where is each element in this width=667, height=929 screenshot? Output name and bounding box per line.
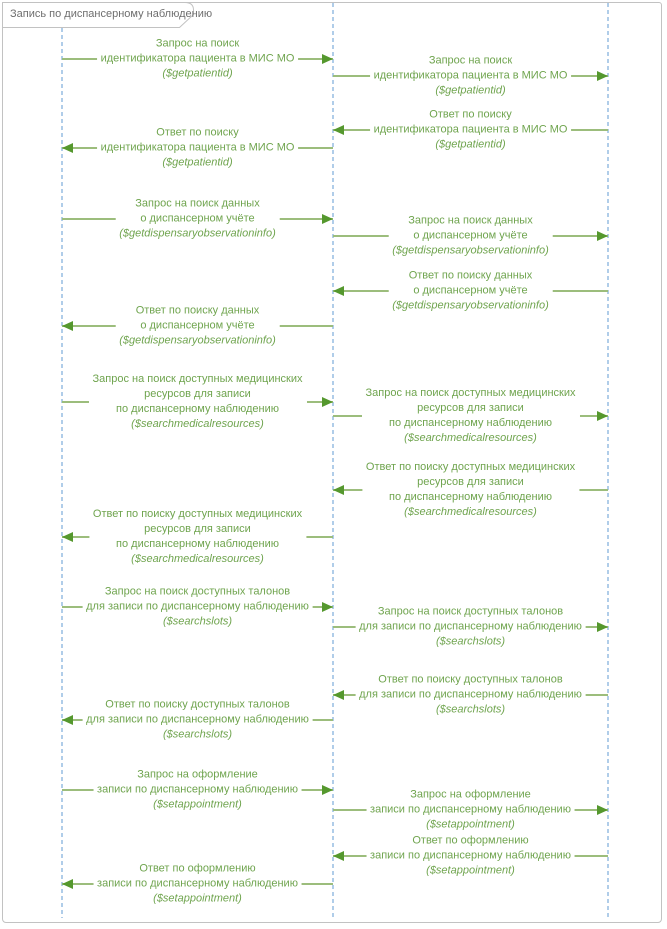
- arrowhead-icon: [333, 851, 344, 861]
- message-text-line: Ответ по поиску доступных талонов: [105, 698, 290, 711]
- sequence-message: [333, 605, 608, 650]
- message-text-line: Запрос на поиск доступных медицинских: [92, 373, 303, 385]
- arrowhead-icon: [322, 602, 333, 612]
- message-text-line: о диспансерном учёте: [140, 212, 255, 225]
- message-text-line: Ответ по поиску: [156, 126, 239, 139]
- arrowhead-icon: [333, 690, 344, 700]
- sequence-message: [62, 585, 333, 630]
- message-label: [355, 673, 586, 718]
- arrowhead-icon: [322, 214, 333, 224]
- message-command: ($getdispensaryobservationinfo): [392, 244, 549, 257]
- message-text-line: Ответ по поиску: [429, 108, 512, 121]
- arrowhead-icon: [322, 397, 333, 407]
- message-command: ($getpatientid): [162, 156, 233, 169]
- message-label: [388, 269, 553, 314]
- message-text-line: Ответ по поиску доступных медицинских: [365, 461, 576, 473]
- message-text-line: о диспансерном учёте: [413, 229, 528, 242]
- sequence-message: [62, 768, 333, 813]
- message-text-line: для записи по диспансерному наблюдению: [359, 688, 582, 701]
- message-label: [361, 386, 579, 446]
- message-command: ($setappointment): [153, 892, 242, 905]
- message-command: ($searchslots): [162, 728, 233, 741]
- message-command: ($searchmedicalresources): [404, 506, 537, 518]
- sequence-message: [62, 372, 333, 432]
- message-label: [115, 304, 280, 349]
- arrowhead-icon: [322, 785, 333, 795]
- message-text-line: идентификатора пациента в МИС МО: [100, 141, 295, 154]
- message-text-line: Запрос на поиск данных: [408, 214, 533, 227]
- message-text-line: по диспансерному наблюдению: [389, 417, 552, 429]
- sequence-message: [333, 834, 608, 879]
- message-label: [362, 460, 579, 520]
- message-text-line: Ответ по оформлению: [412, 834, 529, 847]
- sequence-message: [62, 862, 333, 907]
- message-command: ($searchslots): [435, 635, 506, 648]
- message-text-line: ресурсов для записи: [417, 402, 524, 414]
- message-text-line: Ответ по поиску доступных медицинских: [92, 508, 303, 520]
- message-label: [97, 37, 299, 82]
- message-command: ($getpatientid): [435, 84, 506, 97]
- arrowhead-icon: [62, 879, 73, 889]
- message-text-line: для записи по диспансерному наблюдению: [86, 713, 309, 726]
- frame-title-tab: [2, 2, 213, 28]
- message-text-line: ресурсов для записи: [417, 476, 524, 488]
- message-label: [88, 372, 306, 432]
- message-label: [115, 197, 280, 242]
- message-text-line: записи по диспансерному наблюдению: [97, 783, 298, 796]
- sequence-message: [62, 698, 333, 743]
- sequence-message: [333, 269, 608, 314]
- message-text-line: Запрос на поиск: [155, 37, 240, 50]
- message-label: [366, 834, 575, 879]
- message-text-line: записи по диспансерному наблюдению: [370, 803, 571, 816]
- message-text-line: записи по диспансерному наблюдению: [370, 849, 571, 862]
- frame-title: Запись по диспансерному наблюдению: [10, 8, 213, 20]
- message-label: [355, 605, 586, 650]
- message-command: ($searchslots): [162, 615, 233, 628]
- arrowhead-icon: [597, 622, 608, 632]
- message-text-line: Запрос на поиск доступных медицинских: [365, 387, 576, 399]
- message-label: [388, 214, 553, 259]
- message-command: ($getpatientid): [435, 138, 506, 151]
- sequence-message: [62, 197, 333, 242]
- message-text-line: Запрос на поиск доступных талонов: [104, 585, 291, 598]
- sequence-message: [62, 37, 333, 82]
- message-text-line: Ответ по поиску данных: [135, 304, 260, 317]
- message-command: ($setappointment): [153, 798, 242, 811]
- arrowhead-icon: [597, 411, 608, 421]
- sequence-message: [62, 507, 333, 567]
- message-label: [89, 507, 306, 567]
- message-command: ($getdispensaryobservationinfo): [119, 227, 276, 240]
- message-text-line: о диспансерном учёте: [140, 319, 255, 332]
- message-text-line: идентификатора пациента в МИС МО: [373, 123, 568, 136]
- message-command: ($searchmedicalresources): [404, 432, 537, 444]
- sequence-message: [333, 460, 608, 520]
- arrowhead-icon: [62, 715, 73, 725]
- message-text-line: по диспансерному наблюдению: [389, 491, 552, 503]
- arrowhead-icon: [597, 231, 608, 241]
- sequence-message: [333, 108, 608, 153]
- message-text-line: Запрос на оформление: [410, 788, 531, 801]
- message-text-line: Запрос на оформление: [137, 768, 258, 781]
- arrowhead-icon: [333, 125, 344, 135]
- message-label: [370, 54, 572, 99]
- sequence-message: [333, 386, 608, 446]
- message-text-line: идентификатора пациента в МИС МО: [100, 52, 295, 65]
- sequence-message: [333, 673, 608, 718]
- arrowhead-icon: [333, 485, 344, 495]
- message-text-line: Ответ по поиску доступных талонов: [378, 673, 563, 686]
- message-label: [93, 862, 302, 907]
- message-label: [82, 585, 313, 630]
- message-command: ($getdispensaryobservationinfo): [392, 299, 549, 312]
- message-text-line: идентификатора пациента в МИС МО: [373, 69, 568, 82]
- sequence-message: [62, 304, 333, 349]
- message-text-line: Ответ по оформлению: [139, 862, 256, 875]
- sequence-message: [333, 54, 608, 99]
- arrowhead-icon: [322, 54, 333, 64]
- message-label: [97, 126, 299, 171]
- sequence-message: [333, 214, 608, 259]
- message-text-line: по диспансерному наблюдению: [116, 538, 279, 550]
- message-label: [370, 108, 572, 153]
- message-text-line: Запрос на поиск данных: [135, 197, 260, 210]
- sequence-message: [333, 788, 608, 833]
- message-label: [82, 698, 313, 743]
- message-text-line: Ответ по поиску данных: [408, 269, 533, 282]
- message-command: ($searchmedicalresources): [131, 553, 264, 565]
- arrowhead-icon: [62, 143, 73, 153]
- message-command: ($getpatientid): [162, 67, 233, 80]
- message-text-line: записи по диспансерному наблюдению: [97, 877, 298, 890]
- message-command: ($searchslots): [435, 703, 506, 716]
- arrowhead-icon: [333, 286, 344, 296]
- message-command: ($setappointment): [426, 818, 515, 831]
- message-text-line: ресурсов для записи: [144, 388, 251, 400]
- message-label: [366, 788, 575, 833]
- sequence-message: [62, 126, 333, 171]
- arrowhead-icon: [597, 71, 608, 81]
- message-label: [93, 768, 302, 813]
- message-command: ($searchmedicalresources): [131, 418, 264, 430]
- message-text-line: Запрос на поиск: [428, 54, 513, 67]
- message-text-line: о диспансерном учёте: [413, 284, 528, 297]
- message-text-line: по диспансерному наблюдению: [116, 403, 279, 415]
- arrowhead-icon: [62, 532, 73, 542]
- message-command: ($getdispensaryobservationinfo): [119, 334, 276, 347]
- message-command: ($setappointment): [426, 864, 515, 877]
- message-text-line: для записи по диспансерному наблюдению: [86, 600, 309, 613]
- message-text-line: для записи по диспансерному наблюдению: [359, 620, 582, 633]
- arrowhead-icon: [597, 805, 608, 815]
- message-text-line: Запрос на поиск доступных талонов: [377, 605, 564, 618]
- message-text-line: ресурсов для записи: [144, 523, 251, 535]
- arrowhead-icon: [62, 321, 73, 331]
